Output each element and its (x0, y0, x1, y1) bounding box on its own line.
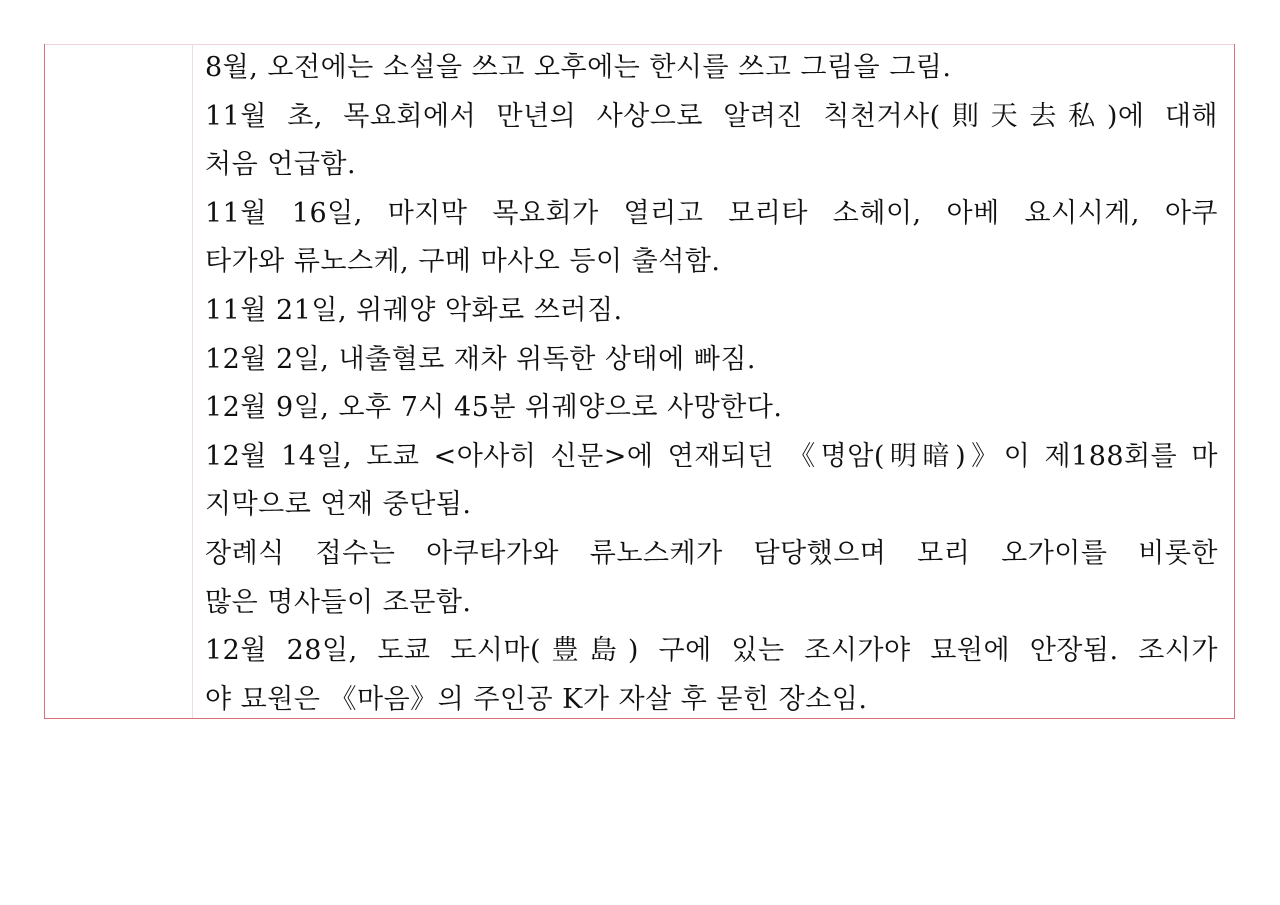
event-line-5: 타가와 류노스케, 구메 마사오 등이 출석함. (205, 246, 721, 278)
event-line-9: 12월 14일, 도쿄 <아사히 신문>에 연재되던 《명암(明暗)》이 제188회를 마 (205, 440, 1218, 472)
event-line-10: 지막으로 연재 중단됨. (205, 489, 472, 521)
event-line-2: 11월 초, 목요회에서 만년의 사상으로 알려진 칙천거사(則天去私)에 대해 (205, 100, 1218, 132)
event-line-11: 장례식 접수는 아쿠타가와 류노스케가 담당했으며 모리 오가이를 비롯한 (205, 537, 1218, 569)
event-line-1: 8월, 오전에는 소설을 쓰고 오후에는 한시를 쓰고 그림을 그림. (205, 52, 952, 83)
event-line-3: 처음 언급함. (205, 149, 357, 181)
chronology-table (44, 44, 1235, 719)
year-cell (45, 44, 193, 718)
event-line-14: 야 묘원은 《마음》의 주인공 K가 자살 후 묻힌 장소임. (205, 683, 868, 715)
event-line-13: 12월 28일, 도쿄 도시마(豊島) 구에 있는 조시가야 묘원에 안장됨. 조시가 (205, 635, 1218, 667)
events-cell (193, 44, 1234, 718)
event-line-4: 11월 16일, 마지막 목요회가 열리고 모리타 소헤이, 아베 요시시게, 아쿠 (205, 197, 1218, 229)
event-line-7: 12월 2일, 내출혈로 재차 위독한 상태에 빠짐. (205, 343, 757, 375)
event-line-8: 12월 9일, 오후 7시 45분 위궤양으로 사망한다. (205, 392, 783, 424)
event-line-12: 많은 명사들이 조문함. (205, 586, 472, 618)
event-line-6: 11월 21일, 위궤양 악화로 쓰러짐. (205, 294, 623, 326)
